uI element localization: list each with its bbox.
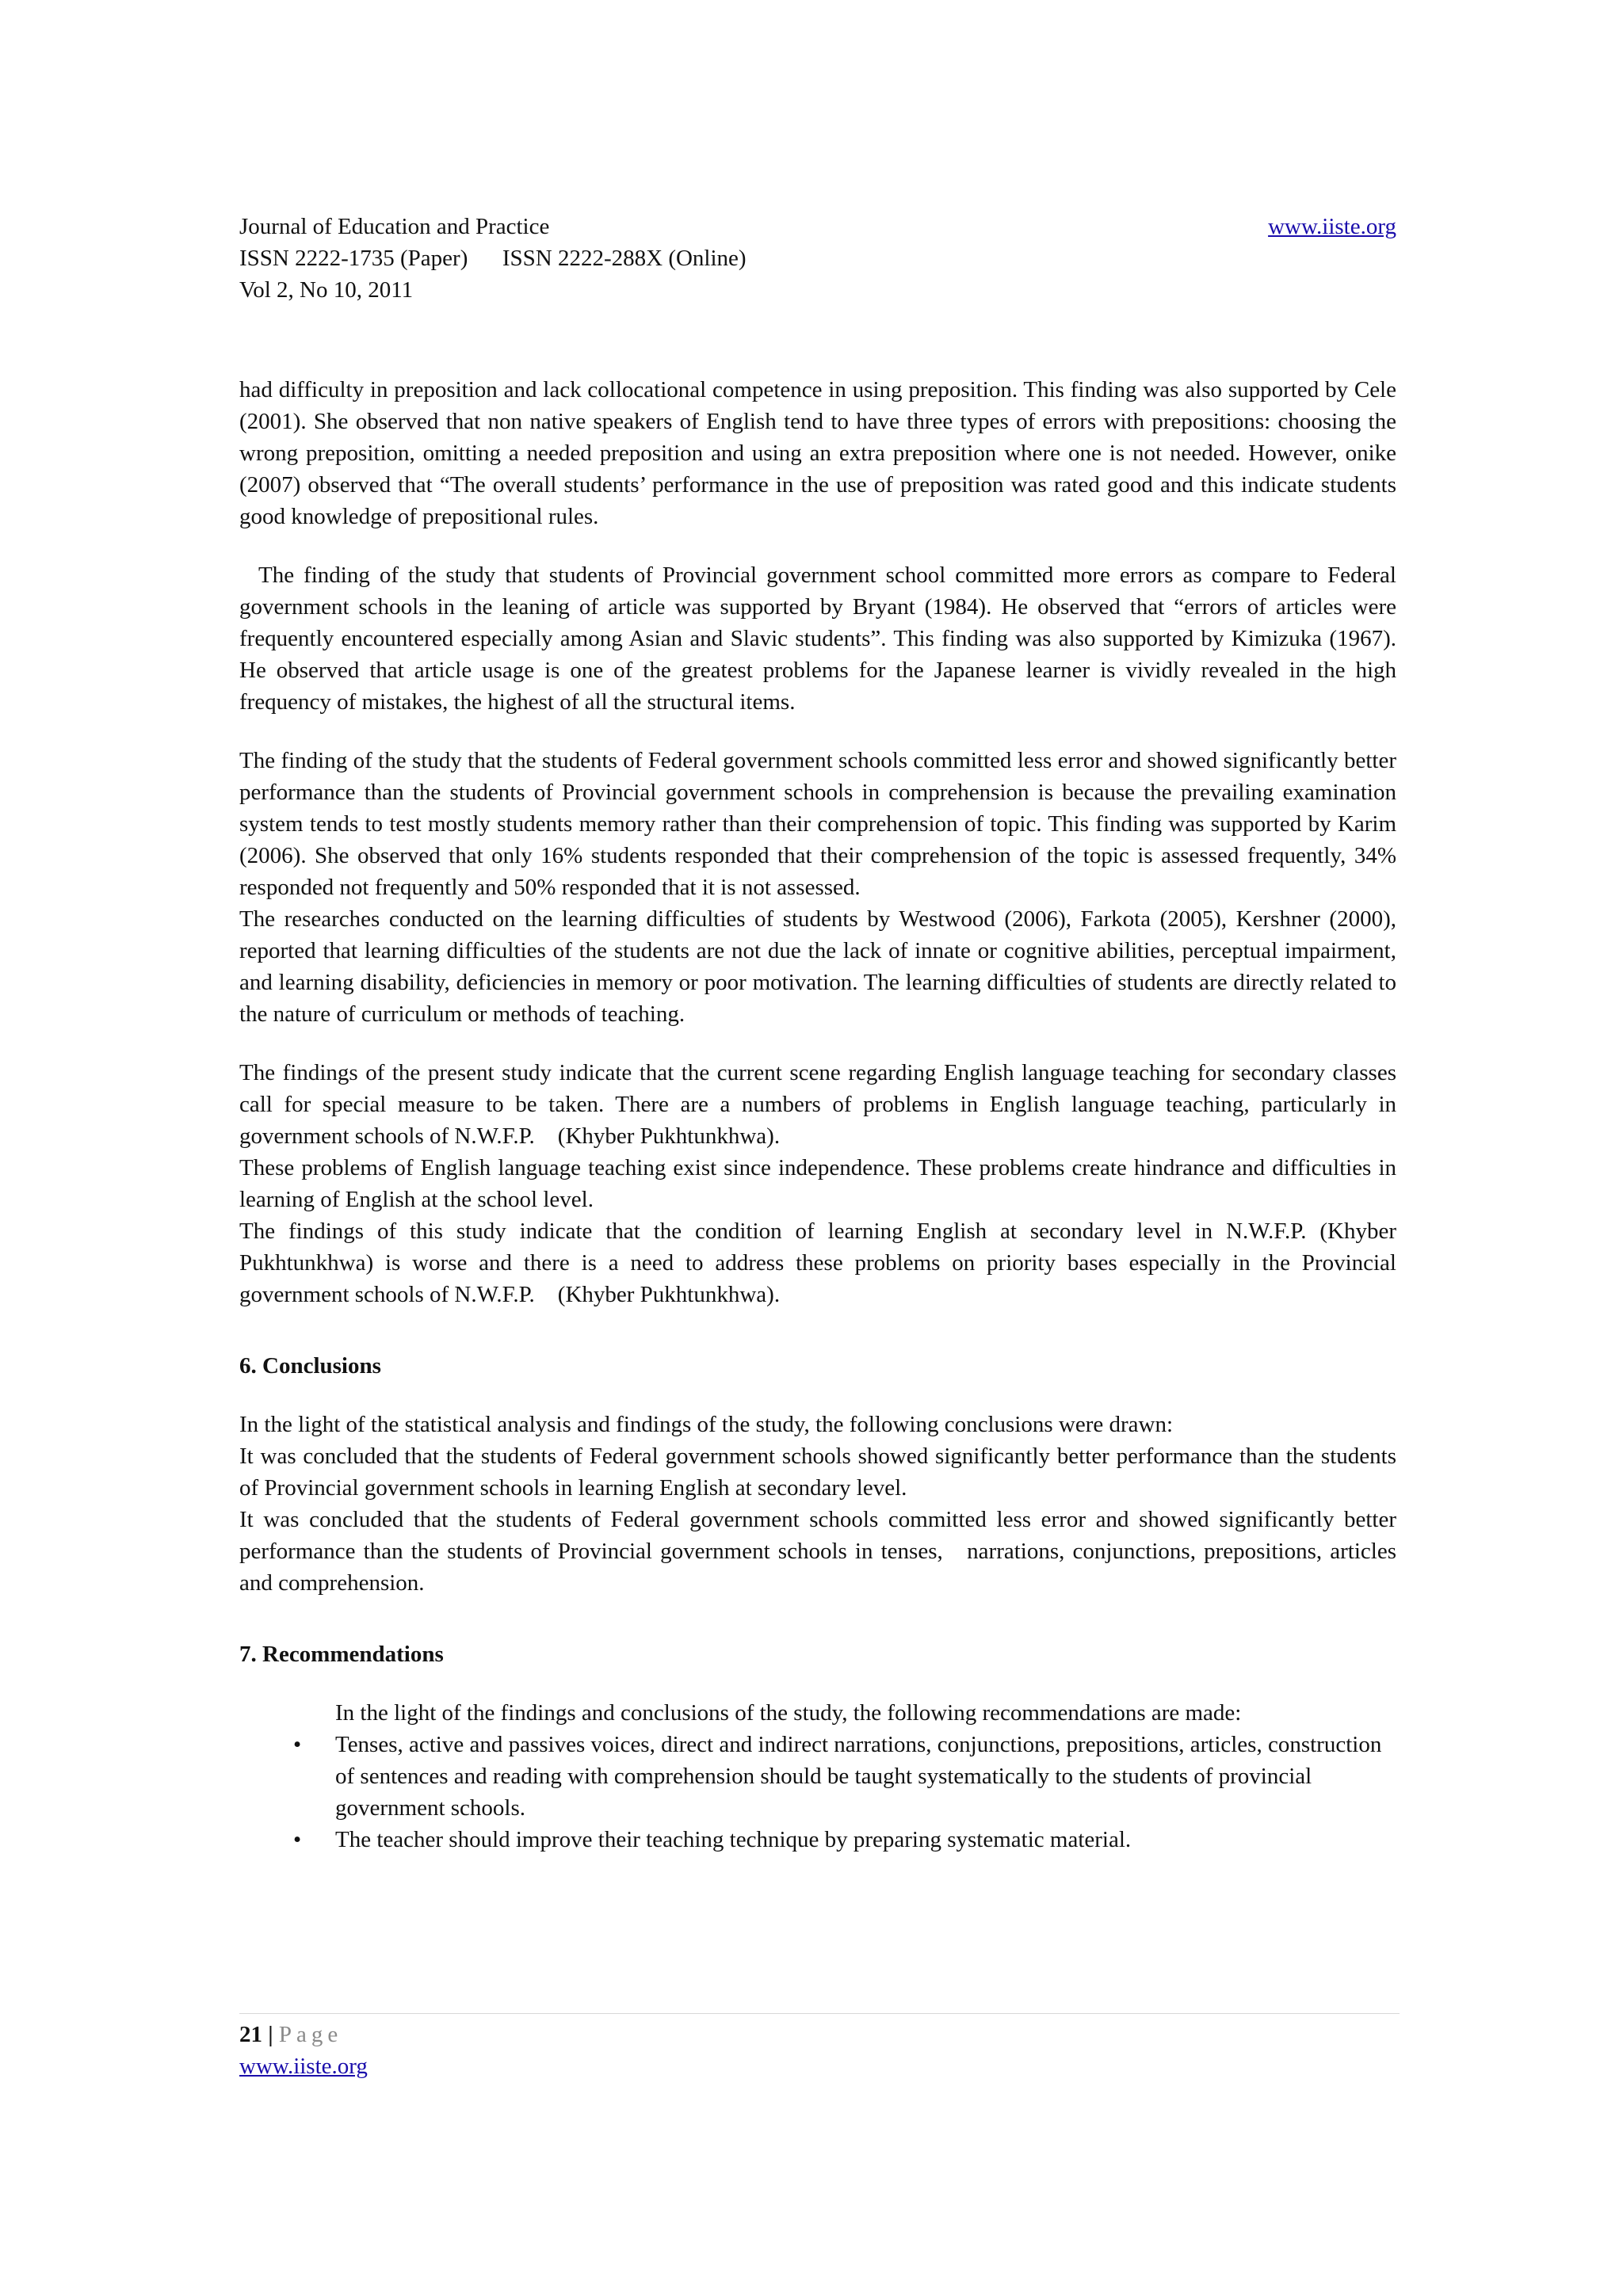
page-number-line: [239, 2019, 873, 2050]
paragraph-learning-difficulties: The researches conducted on the learning difficulties of students by Westwood (2006), Farkota (2005), Kershner (2000), reported that learning difficulties of the students are not due the lack of innate or cognitive abilities, perceptual impairment, and learning disability, deficiencies in memory or poor motivation. The learning difficulties of students are directly related to the nature of curriculum or methods of teaching.: [239, 906, 1396, 1027]
conclusion-less-error: It was concluded that the students of Federal government schools committed less error and showed significantly better performance than the students of Provincial government schools in tenses, narrations, conjunctions, prepositions, articles and comprehension.: [239, 1507, 1403, 1596]
header-website-link[interactable]: www.iiste.org: [1268, 214, 1396, 239]
page-separator: |: [268, 2022, 273, 2047]
paragraph-problems-since-independence: These problems of English language teaching exist since independence. These problems create hindrance and difficulties in learning of English at the school level.: [239, 1155, 1396, 1212]
bullet-icon: •: [293, 1732, 302, 1757]
journal-title: Journal of Education and Practice: [239, 214, 550, 239]
list-item: [239, 1729, 1396, 1824]
conclusion-learning-english: It was concluded that the students of Federal government schools showed significantly better performance than the students of Provincial government schools in learning English at secondary level.: [239, 1444, 1396, 1501]
page-header: [239, 211, 1396, 306]
recommendations-list: [239, 1729, 1396, 1855]
paragraph-comprehension: The finding of the study that the students of Federal government schools committed less error and showed significantly better performance than the students of Provincial government schools in comprehension is because the prevailing examination system tends to test mostly students memory rather than their comprehension of topic. This finding was supported by Karim (2006). She observed that only 16% students responded that their comprehension of the topic is assessed frequently, 34% responded not frequently and 50% responded that it is not assessed.: [239, 748, 1396, 900]
conclusions-heading: 6. Conclusions: [239, 1353, 381, 1379]
conclusions-intro: In the light of the statistical analysis and findings of the study, the following conclusions were drawn:: [239, 1412, 1174, 1437]
list-item: [239, 1824, 1396, 1855]
paragraph-condition-of-learning: The findings of this study indicate that the condition of learning English at secondary level in N.W.F.P. (Khyber Pukhtunkhwa) is worse and there is a need to address these problems on priority bases especially in the Provincial government schools of N.W.F.P. (Khyber Pukhtunkhwa).: [239, 1219, 1403, 1307]
recommendation-text: Tenses, active and passives voices, direct and indirect narrations, conjunctions, prepositions, articles, construction of sentences and reading with comprehension should be taught systematically to the students of provincial government schools.: [335, 1732, 1382, 1821]
recommendations-heading: 7. Recommendations: [239, 1642, 444, 1667]
paragraph-prepositions: had difficulty in preposition and lack collocational competence in using preposition. This finding was also supported by Cele (2001). She observed that non native speakers of English tend to have three types of errors with prepositions: choosing the wrong preposition, omitting a needed preposition and using an extra preposition where one is not needed. However, onike (2007) observed that “The overall students’ performance in the use of preposition was rated good and this indicate students good knowledge of prepositional rules.: [239, 377, 1396, 529]
paragraph-articles: The finding of the study that students of Provincial government school committed more errors as compare to Federal government schools in the leaning of article was supported by Bryant (1984). He observed that “errors of articles were frequently encountered especially among Asian and Slavic students”. This finding was also supported by Kimizuka (1967). He observed that article usage is one of the greatest problems for the Japanese learner is vividly revealed in the high frequency of mistakes, the highest of all the structural items.: [239, 563, 1403, 715]
footer-website-link[interactable]: www.iiste.org: [239, 2054, 368, 2079]
page-word: Page: [278, 2022, 343, 2047]
footer-divider: [239, 2013, 1400, 2014]
issn-line: ISSN 2222-1735 (Paper) ISSN 2222-288X (Online): [239, 246, 747, 271]
page-number: 21: [239, 2022, 262, 2047]
volume-line: Vol 2, No 10, 2011: [239, 277, 414, 303]
recommendations-intro: In the light of the findings and conclusions of the study, the following recommendations are made:: [335, 1700, 1242, 1726]
recommendation-text: The teacher should improve their teaching technique by preparing systematic material.: [335, 1827, 1132, 1852]
bullet-icon: •: [293, 1827, 302, 1852]
article-body: [239, 374, 1403, 1855]
page-footer: [239, 2019, 873, 2082]
paragraph-findings-scene: The findings of the present study indicate that the current scene regarding English language teaching for secondary classes call for special measure to be taken. There are a numbers of problems in English language teaching, particularly in government schools of N.W.F.P. (Khyber Pukhtunkhwa).: [239, 1060, 1403, 1149]
